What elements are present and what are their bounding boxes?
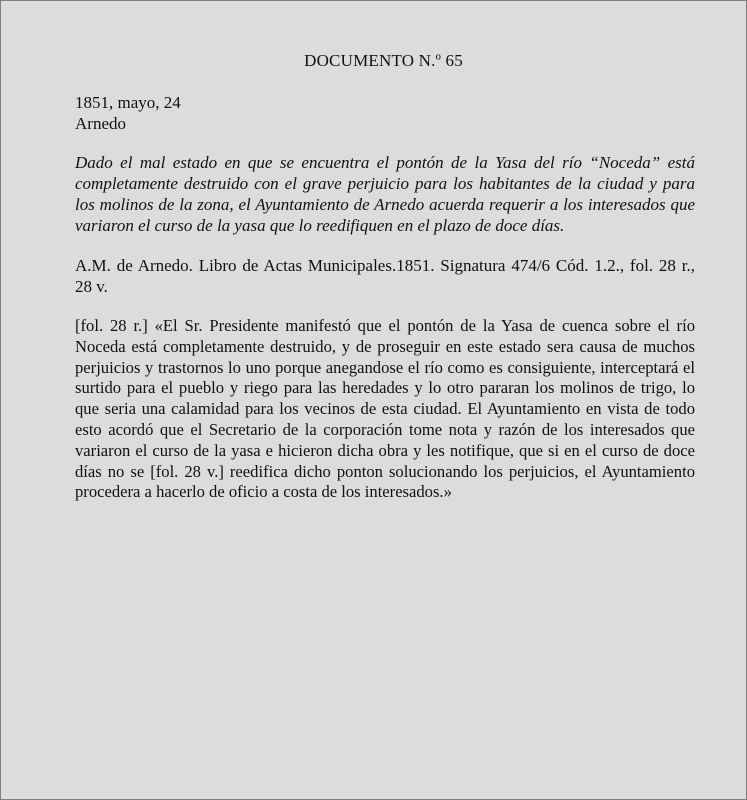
document-summary: Dado el mal estado en que se encuentra el pontón de la Yasa del río “Noceda” está completamente destruido con el grave perjuicio para los habitantes de la ciudad y para los molinos de la zona, el Ayuntamiento de Arnedo acuerda requerir a los interesados que variaron el curso de la yasa que lo reedifiquen en el plazo de doce días. (75, 153, 695, 235)
archival-reference: A.M. de Arnedo. Libro de Actas Municipales.1851. Signatura 474/6 Cód. 1.2., fol. 28 r., 28 v. (75, 256, 695, 296)
document-body: [fol. 28 r.] «El Sr. Presidente manifestó que el pontón de la Yasa de cuenca sobre el río Noceda está completamente destruido, y de proseguir en este estado sera causa de muchos perjuicios y trastornos lo uno porque anegandose el río como es consiguiente, interceptará el surtido para el pueblo y riego para las heredades y lo otro pararan los molinos de trigo, lo que seria una calamidad para los vecinos de esta ciudad. El Ayuntamiento en vista de todo esto acordó que el Secretario de la corporación tome nota y razón de los interesados que variaron el curso de la yasa e hicieron dicha obra y les notifique, que si en el curso de doce días no se [fol. 28 v.] reedifica dicho ponton solucionando los perjuicios, el Ayuntamiento procedera a hacerlo de oficio a costa de los interesados.» (75, 316, 695, 502)
document-date: 1851, mayo, 24 (75, 93, 181, 112)
document-place: Arnedo (75, 114, 126, 133)
document-header (75, 92, 675, 134)
document-title: DOCUMENTO N.º 65 (304, 51, 463, 70)
